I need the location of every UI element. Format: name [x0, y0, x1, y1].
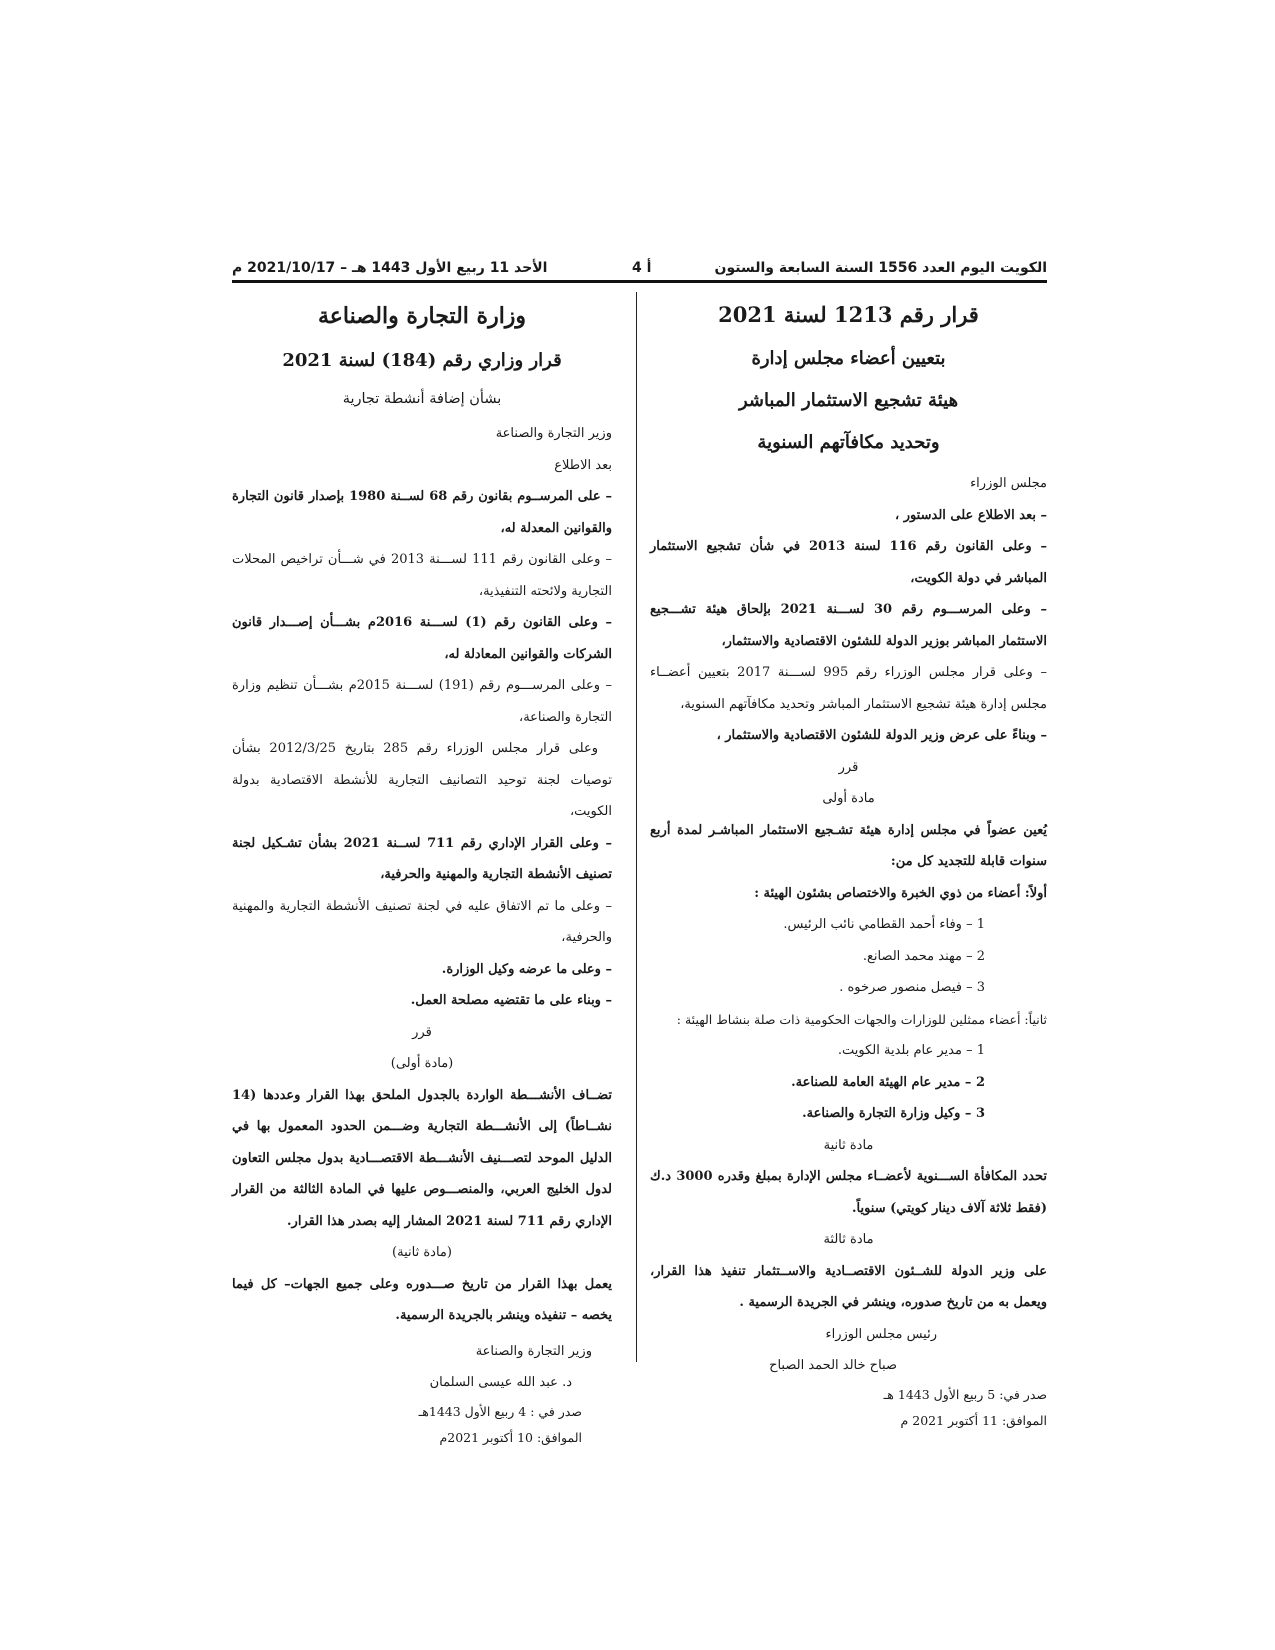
preamble-item: – وعلى القانون رقم 111 لســـنة 2013 في شـــأن تراخيص المحلات التجارية ولائحته التنفيذية،	[232, 552, 612, 599]
decree-subtitle-line: وتحديد مكافآتهم السنوية	[757, 432, 940, 453]
signature-name: صباح خالد الحمد الصباح	[769, 1358, 897, 1373]
header-date: الأحد 11 ربيع الأول 1443 هـ – 2021/10/17 م	[232, 260, 548, 276]
ministerial-decision-184-column	[232, 292, 612, 1451]
member-item: 2 – مدير عام الهيئة العامة للصناعة.	[791, 1074, 985, 1090]
decision-subtitle: بشأن إضافة أنشطة تجارية	[342, 391, 502, 407]
article-1-intro: يُعين عضواً في مجلس إدارة هيئة تشـجيع الاستثمار المباشـر لمدة أربع سنوات قابلة للتجديد كل من:	[650, 822, 1047, 869]
preamble-item: – بعد الاطلاع على الدستور ،	[894, 507, 1047, 523]
preamble-item: – وعلى قرار مجلس الوزراء رقم 995 لســـنة 2017 بتعيين أعضــاء مجلس إدارة هيئة تشجيع الاستثمار المباشر وتحديد مكافآتهم السنوية،	[650, 665, 1047, 712]
signature-name: د. عبد الله عيسى السلمان	[429, 1375, 572, 1390]
article-3-text: على وزير الدولة للشــئون الاقتصــادية والاســتثمار تنفيذ هذا القرار، ويعمل به من تاريخ صدوره، وينشر في الجريدة الرسمية .	[650, 1263, 1047, 1310]
article-1-text: تضــاف الأنشـــطة الواردة بالجدول الملحق بهذا القرار وعددها (14 نشــاطاً) إلى الأنشـــطة التجارية وضـــمن الحدود المعمول بها في الدليل الموحد لتصـــنيف الأنشـــطة الاقتصـــادية بدول مجلس التعاون لدول الخليج العربي، والمنصـــوص عليها في المادة الثالثة من القرار الإداري رقم 711 لسنة 2021 المشار إليه بصدر هذا القرار.	[232, 1087, 612, 1229]
preamble-item: – وعلى ما عرضه وكيل الوزارة.	[441, 961, 612, 977]
preamble-item: – وعلى القانون رقم 116 لسنة 2013 في شأن تشجيع الاستثمار المباشر في دولة الكويت،	[650, 539, 1047, 586]
corresponding-date: الموافق: 10 أكتوبر 2021م	[439, 1429, 582, 1445]
issued-date: صدر في : 4 ربيع الأول 1443هـ	[418, 1403, 582, 1419]
preamble-item: – على المرســوم بقانون رقم 68 لســنة 1980 بإصدار قانون التجارة والقوانين المعدلة له،	[232, 489, 613, 536]
decree-subtitle-line: هيئة تشجيع الاستثمار المباشر	[738, 390, 959, 411]
preamble-item: – وعلى القانون رقم (1) لســـنة 2016م بشـــأن إصـــدار قانون الشركات والقوانين المعادلة له،	[232, 615, 612, 662]
after-review: بعد الاطلاع	[554, 457, 612, 473]
article-3-heading: مادة ثالثة	[823, 1232, 874, 1247]
preamble-item: وعلى قرار مجلس الوزراء رقم 285 بتاريخ 2012/3/25 بشأن توصيات لجنة توحيد التصانيف التجارية للأنشطة الاقتصادية بدولة الكويت،	[232, 741, 612, 819]
member-item: 3 – فيصل منصور صرخوه .	[839, 980, 985, 995]
article-2-heading: مادة ثانية	[823, 1137, 874, 1153]
signature-role: وزير التجارة والصناعة	[475, 1343, 592, 1359]
preamble-item: – وبناء على ما تقتضيه مصلحة العمل.	[410, 993, 612, 1008]
issued-date: صدر في: 5 ربيع الأول 1443 هـ	[883, 1386, 1047, 1402]
decided-heading: قرر	[838, 759, 859, 775]
article-2-text: يعمل بهذا القرار من تاريخ صـــدوره وعلى جميع الجهات– كل فيما يخصه – تنفيذه وينشر بالجريدة الرسمية.	[232, 1276, 612, 1323]
preamble-item: – وعلى المرســـوم رقم (191) لســـنة 2015م بشـــأن تنظيم وزارة التجارة والصناعة،	[232, 678, 613, 725]
article-2-text: تحدد المكافأة الســـنوية لأعضــاء مجلس الإدارة بمبلغ وقدره 3000 د.ك (فقط ثلاثة آلاف دينار كويتي) سنوياً.	[650, 1169, 1048, 1216]
member-item: 1 – وفاء أحمد القطامي نائب الرئيس.	[783, 917, 985, 932]
member-item: 1 – مدير عام بلدية الكويت.	[837, 1043, 985, 1058]
decree-1213-column	[650, 292, 1047, 1434]
member-item: 3 – وكيل وزارة التجارة والصناعة.	[802, 1106, 985, 1121]
decided-heading: قرر	[412, 1024, 432, 1040]
preamble-item: – وعلى القرار الإداري رقم 711 لســنة 2021 بشأن تشـكيل لجنة تصنيف الأنشطة التجارية والمهنية والحرفية،	[232, 835, 612, 882]
members-group-1-heading: أولاً: أعضاء من ذوي الخبرة والاختصاص بشئون الهيئة :	[754, 885, 1047, 901]
corresponding-date: الموافق: 11 أكتوبر 2021 م	[900, 1412, 1047, 1428]
preamble-item: – وعلى ما تم الاتفاق عليه في لجنة تصنيف الأنشطة التجارية والمهنية والحرفية،	[232, 898, 612, 945]
decision-title: قرار وزاري رقم (184) لسنة 2021	[282, 350, 562, 371]
members-group-2-heading: ثانياً: أعضاء ممثلين للوزارات والجهات الحكومية ذات صلة بنشاط الهيئة :	[676, 1011, 1047, 1027]
decree-title: قرار رقم 1213 لسنة 2021	[718, 302, 979, 327]
decree-issuer: مجلس الوزراء	[970, 476, 1047, 491]
article-1-heading: (مادة أولى)	[390, 1056, 454, 1071]
column-divider	[636, 292, 637, 1362]
preamble-item: – وعلى المرســـوم رقم 30 لســـنة 2021 بإلحاق هيئة تشـــجيع الاستثمار المباشر بوزير الدولة للشئون الاقتصادية والاستثمار،	[650, 602, 1047, 649]
header-divider	[232, 280, 1047, 283]
signature-role: رئيس مجلس الوزراء	[825, 1326, 937, 1342]
header-page-number: 4 أ	[632, 260, 652, 276]
article-2-heading: (مادة ثانية)	[392, 1245, 452, 1260]
page-header	[232, 254, 1047, 280]
header-issue: الكويت اليوم العدد 1556 السنة السابعة والستون	[714, 260, 1047, 276]
decree-subtitle-line: بتعيين أعضاء مجلس إدارة	[751, 348, 946, 369]
decision-issuer: وزير التجارة والصناعة	[495, 426, 612, 441]
member-item: 2 – مهند محمد الصانع.	[862, 948, 985, 964]
ministry-name: وزارة التجارة والصناعة	[317, 303, 527, 329]
preamble-item: – وبناءً على عرض وزير الدولة للشئون الاقتصادية والاستثمار ،	[716, 728, 1047, 743]
article-1-heading: مادة أولى	[822, 791, 875, 806]
